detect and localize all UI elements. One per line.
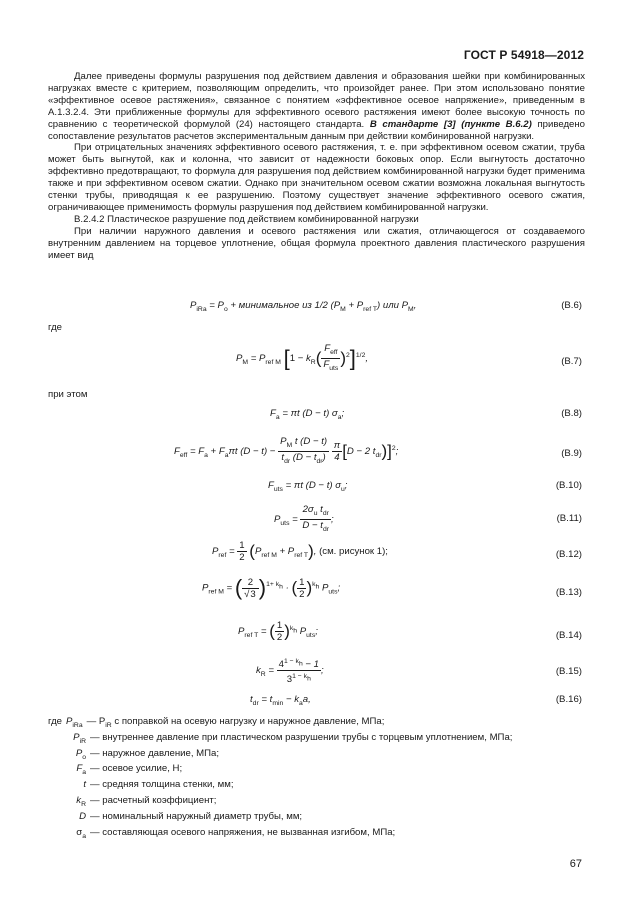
equation-b9: $F_{eff} = F_a + F_a\pi t$ (D − t) − $P_M$ t (D − t) $t_{dr}$ $(D - t_{dr})$ $\frac{\pi}{4}$ [D − 2 $t_{dr})]^2$;	[174, 436, 399, 465]
equation-number-b10: (В.10)	[555, 480, 582, 491]
equation-number-b9: (В.9)	[561, 448, 582, 459]
standard-header: ГОСТ Р 54918—2012	[463, 48, 584, 62]
paragraph-1: Далее приведены формулы разрушения под действием давления и образования шейки при комбинированных нагрузках вместе с критерием, позволяющим определить, что произойдет ранее. При этом использовано понятие «эффективное осевое растяжения», связанное с понятием «эффективное осевое напряжение», приведенным в А.1.3.2.4. Эти приближенные формулы для эффективного осевого растяжения имеют более высокую точность по сравнению с теоретической формулой (24) настоящего стандарта. В стандарте [3] (пункте В.6.2) приведено сопоставление результатов расчетов экспериментальным данным при действии комбинированной нагрузки.	[48, 71, 586, 142]
legend-item: где $P_{iRa}$ — $P_{iR}$ с поправкой на осевую нагрузку и наружное давление, МПа;	[48, 716, 385, 729]
section-heading: В.2.4.2 Пластическое разрушение под действием комбинированной нагрузки	[74, 213, 419, 225]
paragraph-2: При отрицательных значениях эффективного осевого растяжения, т. е. при эффективном осевом сжатии, труба может быть выгнутой, как и колонна, что зависит от надежности боковых опор. Если выгнутость достаточно эффективно предотвращают, то формула для разрушения под действием комбинированной нагрузки будет применима также и при эффективном осевом сжатии. Однако при значительном осевом сжатии возможна локальная выгнутость стенки трубы, приводящая к ее разрушению. Поэтому существует значение эффективного осевого сжатия, ограничивающее применимость формулы разрушения под действием комбинированной нагрузки.	[48, 142, 585, 213]
legend-item: t — средняя толщина стенки, мм;	[83, 779, 234, 791]
equation-number-b13: (В.13)	[555, 587, 582, 598]
legend-item: $F_a$ — осевое усилие, Н;	[76, 763, 183, 777]
equation-b10: $F_{uts} = \pi t$ (D − t) $\sigma_u$;	[268, 480, 348, 493]
equation-b6: $P_{iRa} = P_o$ + минимальное из 1/2 $(P_M + P_{ref T})$ или $P_M$,	[190, 300, 417, 313]
symbol-legend	[48, 716, 512, 843]
equation-b16: $t_{dr} = t_{min} - k_aa$,	[250, 694, 311, 707]
equation-number-b16: (В.16)	[555, 694, 582, 705]
legend-item: $k_R$ — расчетный коэффициент;	[76, 795, 217, 808]
equation-b14: $P_{ref T}$ = ( $\frac{1}{2}$ )$^{k_h}$ $P_{uts}$;	[238, 620, 318, 643]
equation-b7: $P_M = P_{ref M}$ [$1 - k_R$( $F_{eff}$ $F_{uts}$ )$^2$]$^{1/2}$,	[236, 343, 369, 372]
label-with: при этом	[48, 389, 88, 400]
equation-b15: $k_R$ = $\frac{4^{1 - k_h} - 1}{3^{1 - k_h}}$ ;	[256, 658, 324, 686]
page-number: 67	[569, 858, 582, 870]
equation-number-b12: (В.12)	[555, 549, 582, 560]
equation-b13: $P_{ref M}$ = ( $\frac{2}{√3}$ )$^{1+ k_h}$ · ( $\frac{1}{2}$ )$^{k_h}$ $P_{uts}$;	[202, 575, 341, 600]
legend-item: D — номинальный наружный диаметр трубы, мм;	[79, 810, 303, 822]
legend-item: $\sigma_a$ — составляющая осевого напряжения, не вызванная изгибом, МПа;	[76, 826, 396, 840]
legend-item: $P_o$ — наружное давление, МПа;	[75, 747, 220, 761]
equation-number-b11: (В.11)	[556, 513, 582, 524]
body-text	[48, 71, 585, 262]
paragraph-3: При наличии наружного давления и осевого растяжения или сжатия, отличающегося от создаваемого внутренним давлением на торцевое уплотнение, общая формула проектного давления пластического разрушения имеет вид	[48, 225, 585, 261]
equation-number-b15: (В.15)	[555, 666, 582, 677]
legend-item: $P_{iR}$ — внутреннее давление при пластическом разрушении трубы с торцевым уплотнением, МПа;	[73, 731, 513, 745]
equation-number-b8: (В.8)	[561, 408, 582, 419]
equation-number-b6: (В.6)	[561, 300, 582, 311]
equation-b12: $P_{ref}$ = $\frac{1}{2}$ $(P_{ref M} + P_{ref T})$, (см. рисунок 1);	[212, 540, 388, 563]
equation-number-b7: (В.7)	[561, 356, 582, 367]
equation-b11: $P_{uts}$ = $2\sigma_u$ $t_{dr}$ $D - t_{dr}$ ;	[274, 504, 334, 533]
label-where: где	[48, 322, 63, 333]
equation-number-b14: (В.14)	[555, 630, 582, 641]
equation-b8: $F_a = \pi t$ (D − t) $\sigma_a$;	[270, 408, 345, 421]
